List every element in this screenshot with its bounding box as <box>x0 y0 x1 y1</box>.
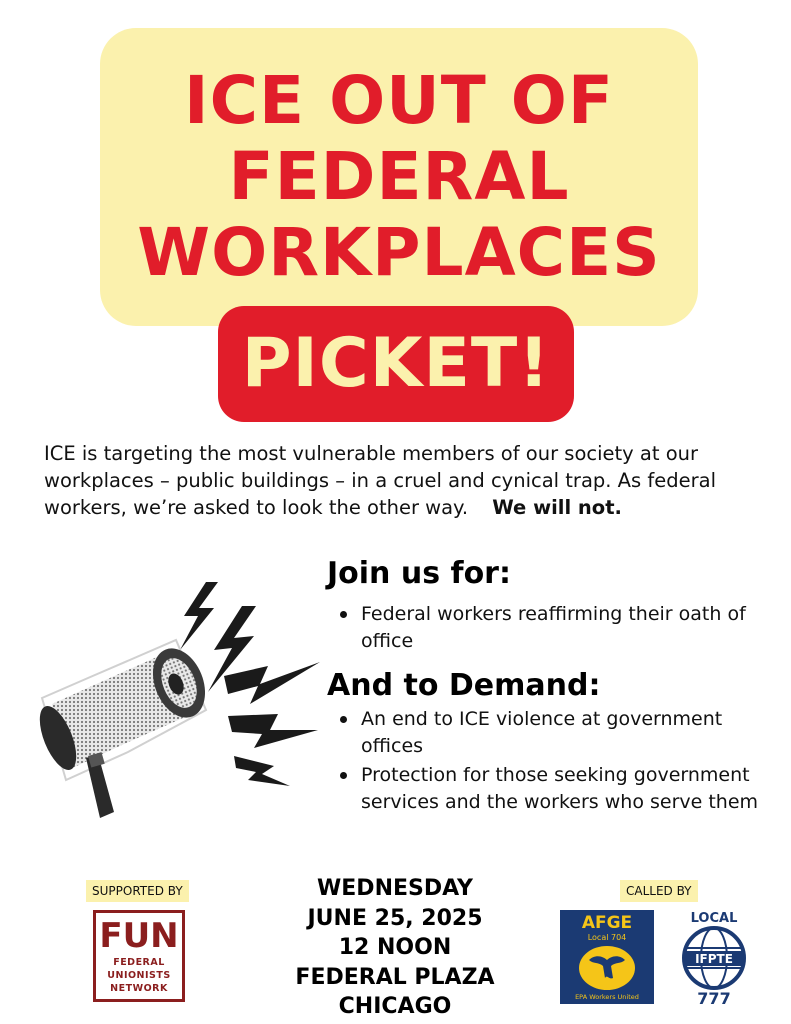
fun-logo-main: FUN <box>99 916 179 956</box>
fun-logo-line-2: UNIONISTS <box>107 970 171 981</box>
join-heading: Join us for: <box>327 556 511 591</box>
demand-heading: And to Demand: <box>327 668 601 703</box>
afge-subtitle: EPA Workers United <box>575 993 639 1001</box>
list-item: Protection for those seeking government services and the workers who serve them <box>327 762 767 816</box>
event-date: JUNE 25, 2025 <box>307 905 483 931</box>
event-time: 12 NOON <box>338 935 452 960</box>
title-line-1: ICE OUT OF <box>184 62 614 139</box>
event-details <box>270 874 520 1022</box>
great-lakes-map-icon <box>577 944 637 992</box>
ifpte-number: 777 <box>697 989 731 1008</box>
megaphone-icon <box>28 580 328 830</box>
event-day: WEDNESDAY <box>317 876 473 901</box>
ifpte-logo <box>672 908 756 1008</box>
join-list <box>327 601 767 657</box>
fun-logo <box>93 910 185 1002</box>
title-line-3: WORKPLACES <box>137 214 661 291</box>
called-by-label: CALLED BY <box>620 880 698 902</box>
ifpte-top: LOCAL <box>690 911 738 926</box>
afge-local: Local 704 <box>587 933 627 942</box>
list-item: Federal workers reaffirming their oath of office <box>327 601 767 655</box>
afge-title: AFGE <box>581 913 633 933</box>
event-city: CHICAGO <box>338 994 452 1019</box>
ifpte-name: IFPTE <box>695 952 733 966</box>
list-item: An end to ICE violence at government offices <box>327 706 767 760</box>
fun-logo-line-3: NETWORK <box>110 983 168 994</box>
picket-text: PICKET! <box>241 324 551 403</box>
fun-logo-line-1: FEDERAL <box>113 957 165 968</box>
intro-text: ICE is targeting the most vulnerable members of our society at our workplaces – public buildings – in a cruel and cynical trap. As federal workers, we’re asked to look the other way. <box>44 442 716 519</box>
event-place: FEDERAL PLAZA <box>295 964 495 990</box>
demand-list <box>327 706 767 818</box>
intro-paragraph <box>44 440 756 521</box>
supported-by-label: SUPPORTED BY <box>86 880 189 902</box>
intro-emphasis: We will not. <box>492 496 622 519</box>
title-line-2: FEDERAL <box>228 138 570 215</box>
afge-logo <box>560 910 654 1004</box>
